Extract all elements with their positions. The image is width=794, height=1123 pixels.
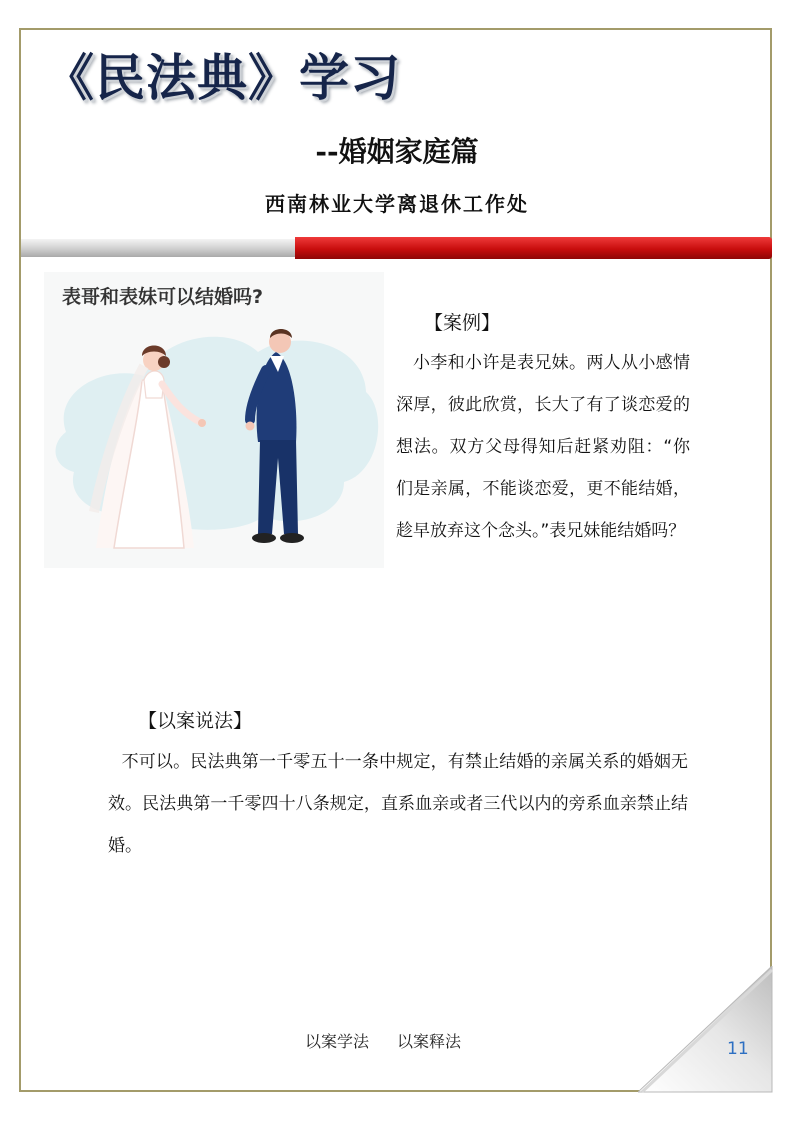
case-paragraph: 小李和小许是表兄妹。两人从小感情深厚，彼此欣赏，长大了有了谈恋爱的想法。双方父母得知后赶紧劝阻：“你们是亲属，不能谈恋爱，更不能结婚，趁早放弃这个念头。”表兄妹能结婚吗？ <box>396 353 690 541</box>
case-heading: 【案例】 <box>424 312 501 334</box>
header-divider <box>21 237 772 259</box>
footer-slogan-learn: 以案学法 <box>305 1032 370 1051</box>
department-name: 西南林业大学离退休工作处 <box>265 192 529 216</box>
divider-red-segment <box>295 237 772 259</box>
wedding-illustration-art <box>44 272 384 568</box>
footer-slogan <box>305 1029 461 1052</box>
law-explanation-heading: 【以案说法】 <box>138 710 253 732</box>
wedding-illustration <box>44 272 384 568</box>
illustration-question: 表哥和表妹可以结婚吗? <box>62 286 264 308</box>
page-number: 11 <box>727 1039 749 1059</box>
footer-slogan-explain: 以案释法 <box>397 1032 462 1051</box>
divider-grey-segment <box>21 239 295 257</box>
sub-title: --婚姻家庭篇 <box>315 135 479 168</box>
law-explanation-paragraph: 不可以。民法典第一千零五十一条中规定，有禁止结婚的亲属关系的婚姻无效。民法典第一千零四十八条规定，直系血亲或者三代以内的旁系血亲禁止结婚。 <box>108 752 688 856</box>
page-curl-icon <box>638 966 774 1094</box>
main-title: 《民法典》学习 <box>44 48 401 107</box>
